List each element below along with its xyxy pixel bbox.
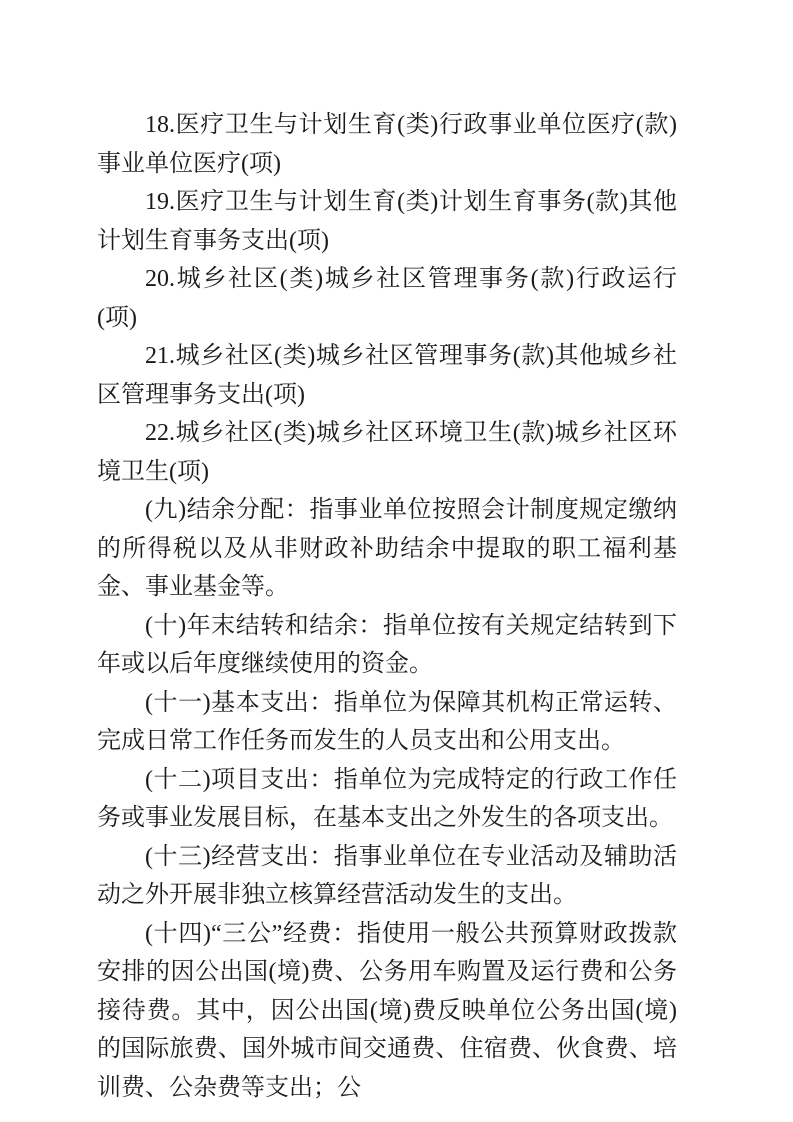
paragraph: 21.城乡社区(类)城乡社区管理事务(款)其他城乡社区管理事务支出(项) bbox=[97, 343, 677, 408]
paragraph: 20.城乡社区(类)城乡社区管理事务(款)行政运行(项) bbox=[97, 266, 677, 331]
document-text-block bbox=[97, 106, 677, 1107]
paragraph: (十三)经营支出：指事业单位在专业活动及辅助活动之外开展非独立核算经营活动发生的支出。 bbox=[97, 843, 677, 908]
paragraph: (九)结余分配：指事业单位按照会计制度规定缴纳的所得税以及从非财政补助结余中提取的职工福利基金、事业基金等。 bbox=[97, 497, 677, 600]
paragraph: (十一)基本支出：指单位为保障其机构正常运转、完成日常工作任务而发生的人员支出和公用支出。 bbox=[97, 689, 677, 754]
paragraph: (十四)“三公”经费：指使用一般公共预算财政拨款安排的因公出国(境)费、公务用车购置及运行费和公务接待费。其中，因公出国(境)费反映单位公务出国(境)的国际旅费、国外城市间交通费、住宿费、伙食费、培训费、公杂费等支出；公 bbox=[97, 920, 677, 1101]
paragraph: (十)年末结转和结余：指单位按有关规定结转到下年或以后年度继续使用的资金。 bbox=[97, 612, 677, 677]
paragraph: 18.医疗卫生与计划生育(类)行政事业单位医疗(款)事业单位医疗(项) bbox=[97, 112, 677, 177]
paragraph: 22.城乡社区(类)城乡社区环境卫生(款)城乡社区环境卫生(项) bbox=[97, 420, 677, 485]
paragraph: 19.医疗卫生与计划生育(类)计划生育事务(款)其他计划生育事务支出(项) bbox=[97, 189, 677, 254]
paragraph: (十二)项目支出：指单位为完成特定的行政工作任务或事业发展目标，在基本支出之外发生的各项支出。 bbox=[97, 766, 677, 831]
